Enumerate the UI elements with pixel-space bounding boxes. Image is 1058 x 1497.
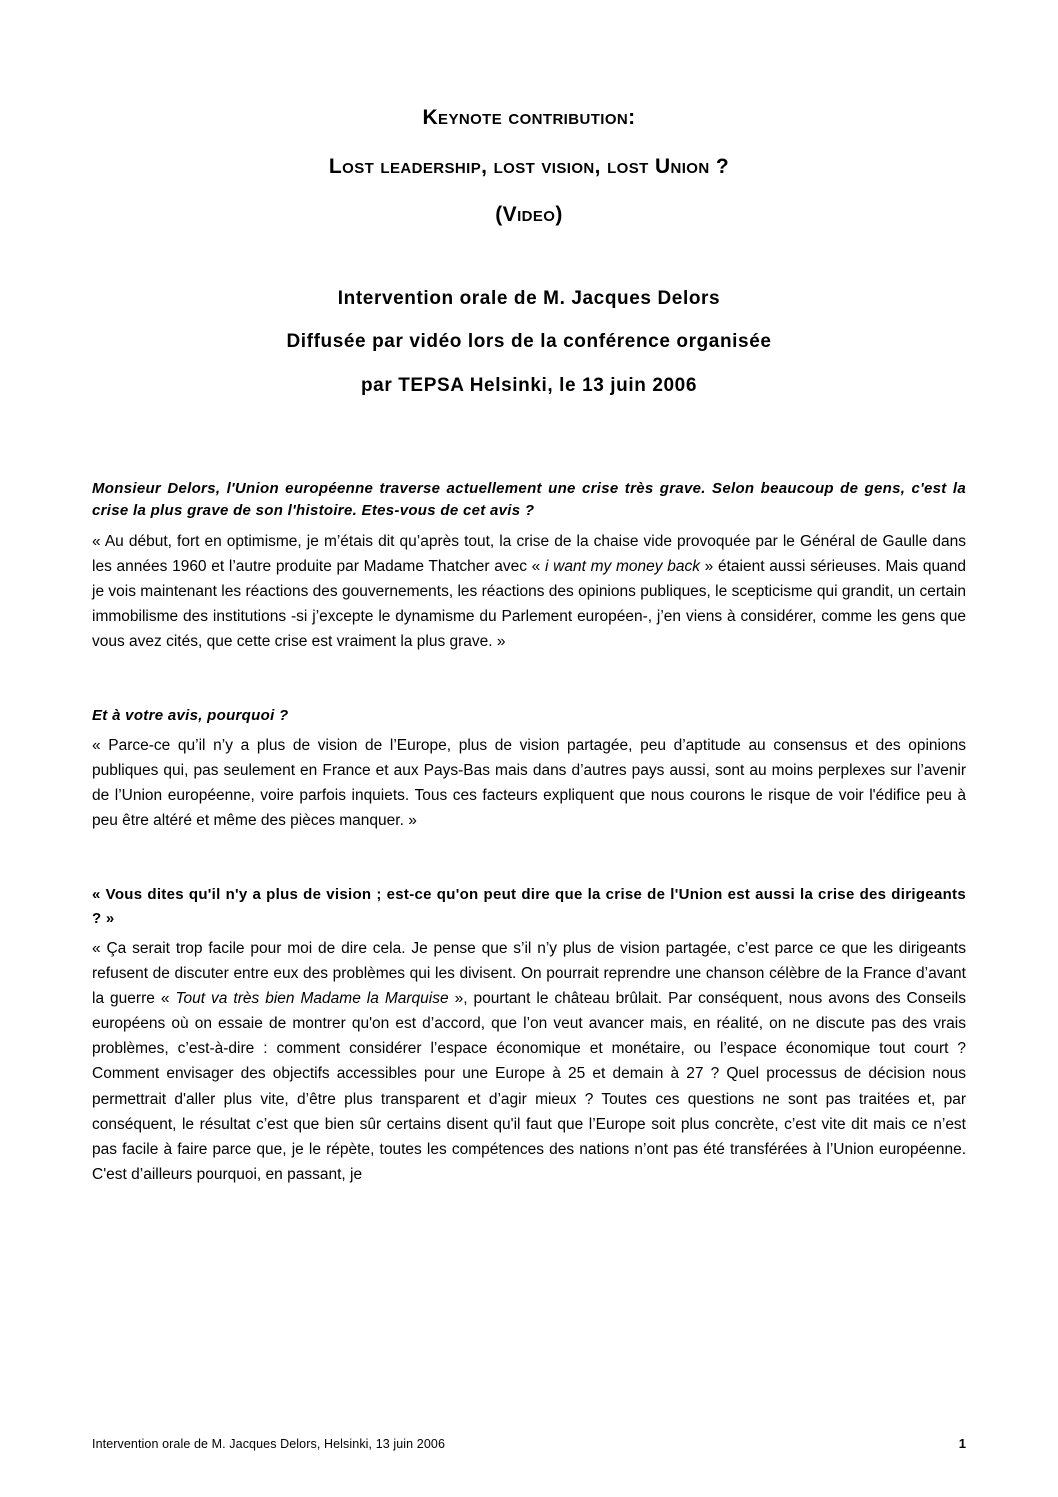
question-2: Et à votre avis, pourquoi ? (92, 706, 289, 724)
page-number: 1 (958, 1436, 966, 1451)
answer-1 (92, 529, 966, 655)
answer-3-part2: », pourtant le château brûlait. Par conséquent, nous avons des Conseils européens où on essaie de montrer qu'on est d’accord, que l’on veut avancer mais, en réalité, on ne discute pas des vrais problèmes, c’est-à-dire : comment considérer l’espace économique et monétaire, ou l’espace économique tout court ? Comment envisager des objectifs accessibles pour une Europe à 25 et demain à 27 ? Quel processus de décision nous permettrait d'aller plus vite, d’être plus transparent et d’agir mieux ? Toutes ces questions ne sont pas traitées et, par conséquent, le résultat c’est que bien sûr certains disent qu'il faut que l’Europe soit plus concrète, c’est vite dit mais ce n’est pas facile à faire parce que, je le répète, toutes les compétences des nations n’ont pas été transférées à l’Union européenne. C'est d’ailleurs pourquoi, en passant, je (92, 990, 966, 1183)
footer-source-text: Intervention orale de M. Jacques Delors, Helsinki, 13 juin 2006 (92, 1437, 446, 1451)
section-spacer (92, 685, 966, 705)
subtitle-line-1: Intervention orale de M. Jacques Delors (337, 287, 721, 309)
document-title-line-3: (Video) (495, 203, 563, 227)
subtitle-block (92, 284, 966, 400)
answer-3-italic: Tout va très bien Madame la Marquise (175, 990, 449, 1008)
section-spacer (92, 863, 966, 883)
question-3: « Vous dites qu'il n'y a plus de vision ; est-ce qu'on peut dire que la crise de l'Union est aussi la crise des dirigeants ? » (92, 886, 966, 927)
subtitle-line-2: Diffusée par vidéo lors de la conférence organisée (286, 331, 772, 353)
answer-2: « Parce-ce qu’il n’y a plus de vision de l’Europe, plus de vision partagée, peu d’aptitude au consensus et des opinions publiques qui, pas seulement en France et aux Pays-Bas mais dans d’autres pays aussi, sont au moins perplexes sur l’avenir de l’Union européenne, voire parfois inquiets. Tous ces facteurs expliquent que nous courons le risque de voir l'édifice peu à peu être altéré et même des pièces manquer. » (92, 737, 966, 830)
document-title-line-2: Lost leadership, lost vision, lost Union ? (328, 154, 730, 178)
answer-1-part1: « Au début, fort en optimisme, je m’étais dit qu’après tout, la crise de la chaise vide provoquée par le Général de Gaulle dans les années 1960 et l’autre produite par Madame Thatcher avec « (92, 532, 966, 576)
interview-body (92, 478, 966, 1187)
document-title-line-1: Keynote contribution: (422, 106, 636, 129)
title-block (92, 102, 966, 232)
page-footer (92, 1436, 966, 1451)
subtitle-line-3: par TEPSA Helsinki, le 13 juin 2006 (360, 374, 698, 396)
answer-3-part1: « Ça serait trop facile pour moi de dire cela. Je pense que s’il n’y plus de vision partagée, c’est parce ce que les dirigeants refusent de discuter entre eux des problèmes qui les divisent. On pourrait reprendre une chanson célèbre de la France d’avant la guerre « (92, 939, 966, 1008)
question-1: Monsieur Delors, l'Union européenne traverse actuellement une crise très grave. Selon beaucoup de gens, c'est la crise la plus grave de son l'histoire. Etes-vous de cet avis ? (92, 479, 966, 520)
answer-1-part2: » étaient aussi sérieuses. Mais quand je vois maintenant les réactions des gouvernements, les réactions des opinions publiques, le scepticisme qui grandit, un certain immobilisme des institutions -si j’excepte le dynamisme du Parlement européen-, j’en viens à considérer, comme les gens que vous avez cités, que cette crise est vraiment la plus grave. » (92, 558, 966, 651)
answer-1-italic: i want my money back (545, 558, 700, 576)
answer-3 (92, 936, 966, 1187)
